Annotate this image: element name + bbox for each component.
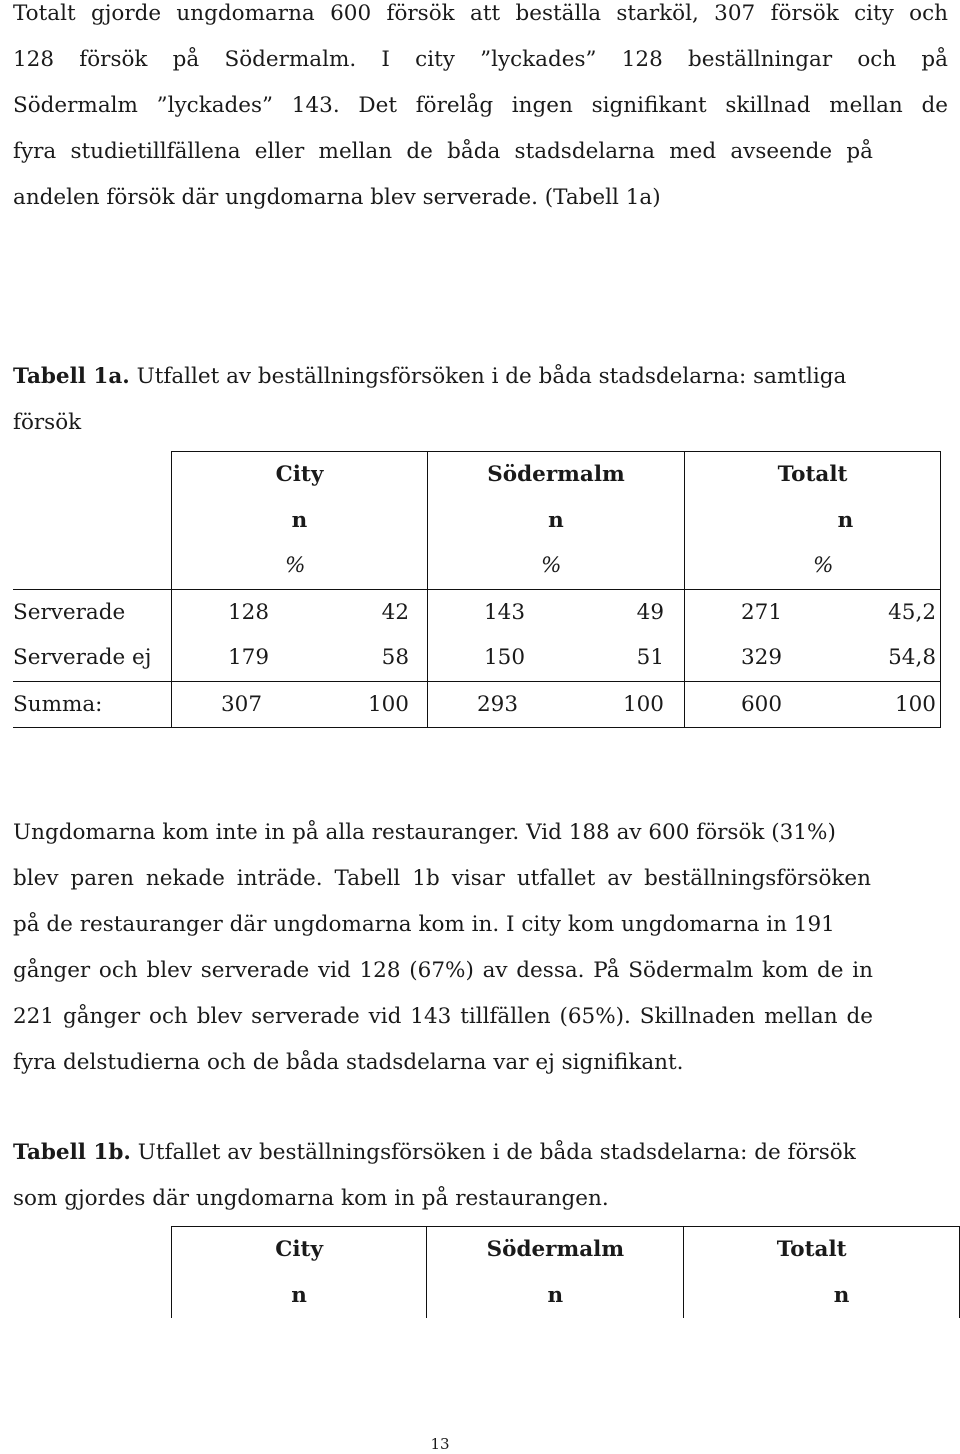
city-n: 307 <box>221 691 263 717</box>
table1a-n-label: n <box>548 507 564 533</box>
table-1b <box>13 1226 960 1318</box>
page-number: 13 <box>430 1435 450 1453</box>
city-n: 179 <box>228 645 270 671</box>
table1a-header-city: City <box>172 452 428 498</box>
intro-paragraph <box>13 0 948 221</box>
row-label: Serverade <box>13 589 172 635</box>
totalt-pct: 100 <box>894 691 936 717</box>
totalt-n: 271 <box>741 599 783 625</box>
table1b-n-label: n <box>833 1282 850 1308</box>
body-line: Ungdomarna kom inte in på alla restauranger. Vid 188 av 600 försök (31%) <box>13 820 836 845</box>
table1b-n-label: n <box>291 1282 307 1308</box>
body-line: på de restauranger där ungdomarna kom in. I city kom ungdomarna in 191 <box>13 912 835 937</box>
body-line: gånger och blev serverade vid 128 (67%) av dessa. På Södermalm kom de in <box>13 958 873 983</box>
table1a-caption-label: Tabell 1a. <box>13 364 130 389</box>
totalt-n: 600 <box>741 691 783 717</box>
table1a-pct-label: % <box>813 553 834 579</box>
totalt-pct: 54,8 <box>888 645 936 671</box>
sodermalm-n: 150 <box>484 645 526 671</box>
table1a-caption <box>13 354 948 446</box>
city-pct: 58 <box>381 645 409 671</box>
sodermalm-pct: 51 <box>636 645 664 671</box>
table-1a <box>13 451 941 728</box>
table1a-caption-text-2: försök <box>13 410 82 435</box>
body-line: blev paren nekade inträde. Tabell 1b visar utfallet av beställningsförsöken <box>13 866 871 891</box>
city-pct: 42 <box>381 599 409 625</box>
totalt-n: 329 <box>741 645 783 671</box>
row-label: Summa: <box>13 681 172 728</box>
city-n: 128 <box>228 599 270 625</box>
table1a-n-label: n <box>837 507 854 533</box>
table1b-caption-label: Tabell 1b. <box>13 1140 131 1165</box>
table-row <box>13 681 941 728</box>
body-paragraph <box>13 810 948 1086</box>
city-pct: 100 <box>367 691 409 717</box>
table1a-n-label: n <box>291 507 308 533</box>
table1b-header-city: City <box>171 1227 427 1273</box>
intro-line: fyra studietillfällena eller mellan de båda stadsdelarna med avseende på <box>13 139 873 164</box>
table1b-caption-text-2: som gjordes där ungdomarna kom in på restaurangen. <box>13 1186 609 1211</box>
table1a-pct-label: % <box>541 553 562 579</box>
table1a-header-sodermalm: Södermalm <box>428 452 685 498</box>
body-line: fyra delstudierna och de båda stadsdelarna var ej signifikant. <box>13 1050 684 1075</box>
table1b-header-totalt: Totalt <box>684 1227 960 1273</box>
table-row <box>13 635 941 681</box>
table1b-n-label: n <box>547 1282 564 1308</box>
table-row <box>13 589 941 635</box>
table1b-header-sodermalm: Södermalm <box>427 1227 684 1273</box>
intro-line: 128 försök på Södermalm. I city ”lyckades” 128 beställningar och på <box>13 47 948 72</box>
table1a-caption-text: Utfallet av beställningsförsöken i de båda stadsdelarna: samtliga <box>129 364 847 389</box>
intro-line: Totalt gjorde ungdomarna 600 försök att beställa starköl, 307 försök city och <box>13 1 948 26</box>
table1b-caption-text: Utfallet av beställningsförsöken i de båda stadsdelarna: de försök <box>130 1140 856 1165</box>
table1b-caption <box>13 1130 948 1222</box>
table1a-header-totalt: Totalt <box>685 452 941 498</box>
sodermalm-n: 143 <box>484 599 526 625</box>
sodermalm-n: 293 <box>477 691 519 717</box>
totalt-pct: 45,2 <box>888 599 936 625</box>
sodermalm-pct: 100 <box>622 691 664 717</box>
row-label: Serverade ej <box>13 645 152 671</box>
table1a-pct-label: % <box>285 553 306 579</box>
intro-line: Södermalm ”lyckades” 143. Det förelåg ingen signifikant skillnad mellan de <box>13 93 948 118</box>
sodermalm-pct: 49 <box>636 599 664 625</box>
body-line: 221 gånger och blev serverade vid 143 tillfällen (65%). Skillnaden mellan de <box>13 1004 873 1029</box>
intro-line: andelen försök där ungdomarna blev serverade. (Tabell 1a) <box>13 185 661 210</box>
